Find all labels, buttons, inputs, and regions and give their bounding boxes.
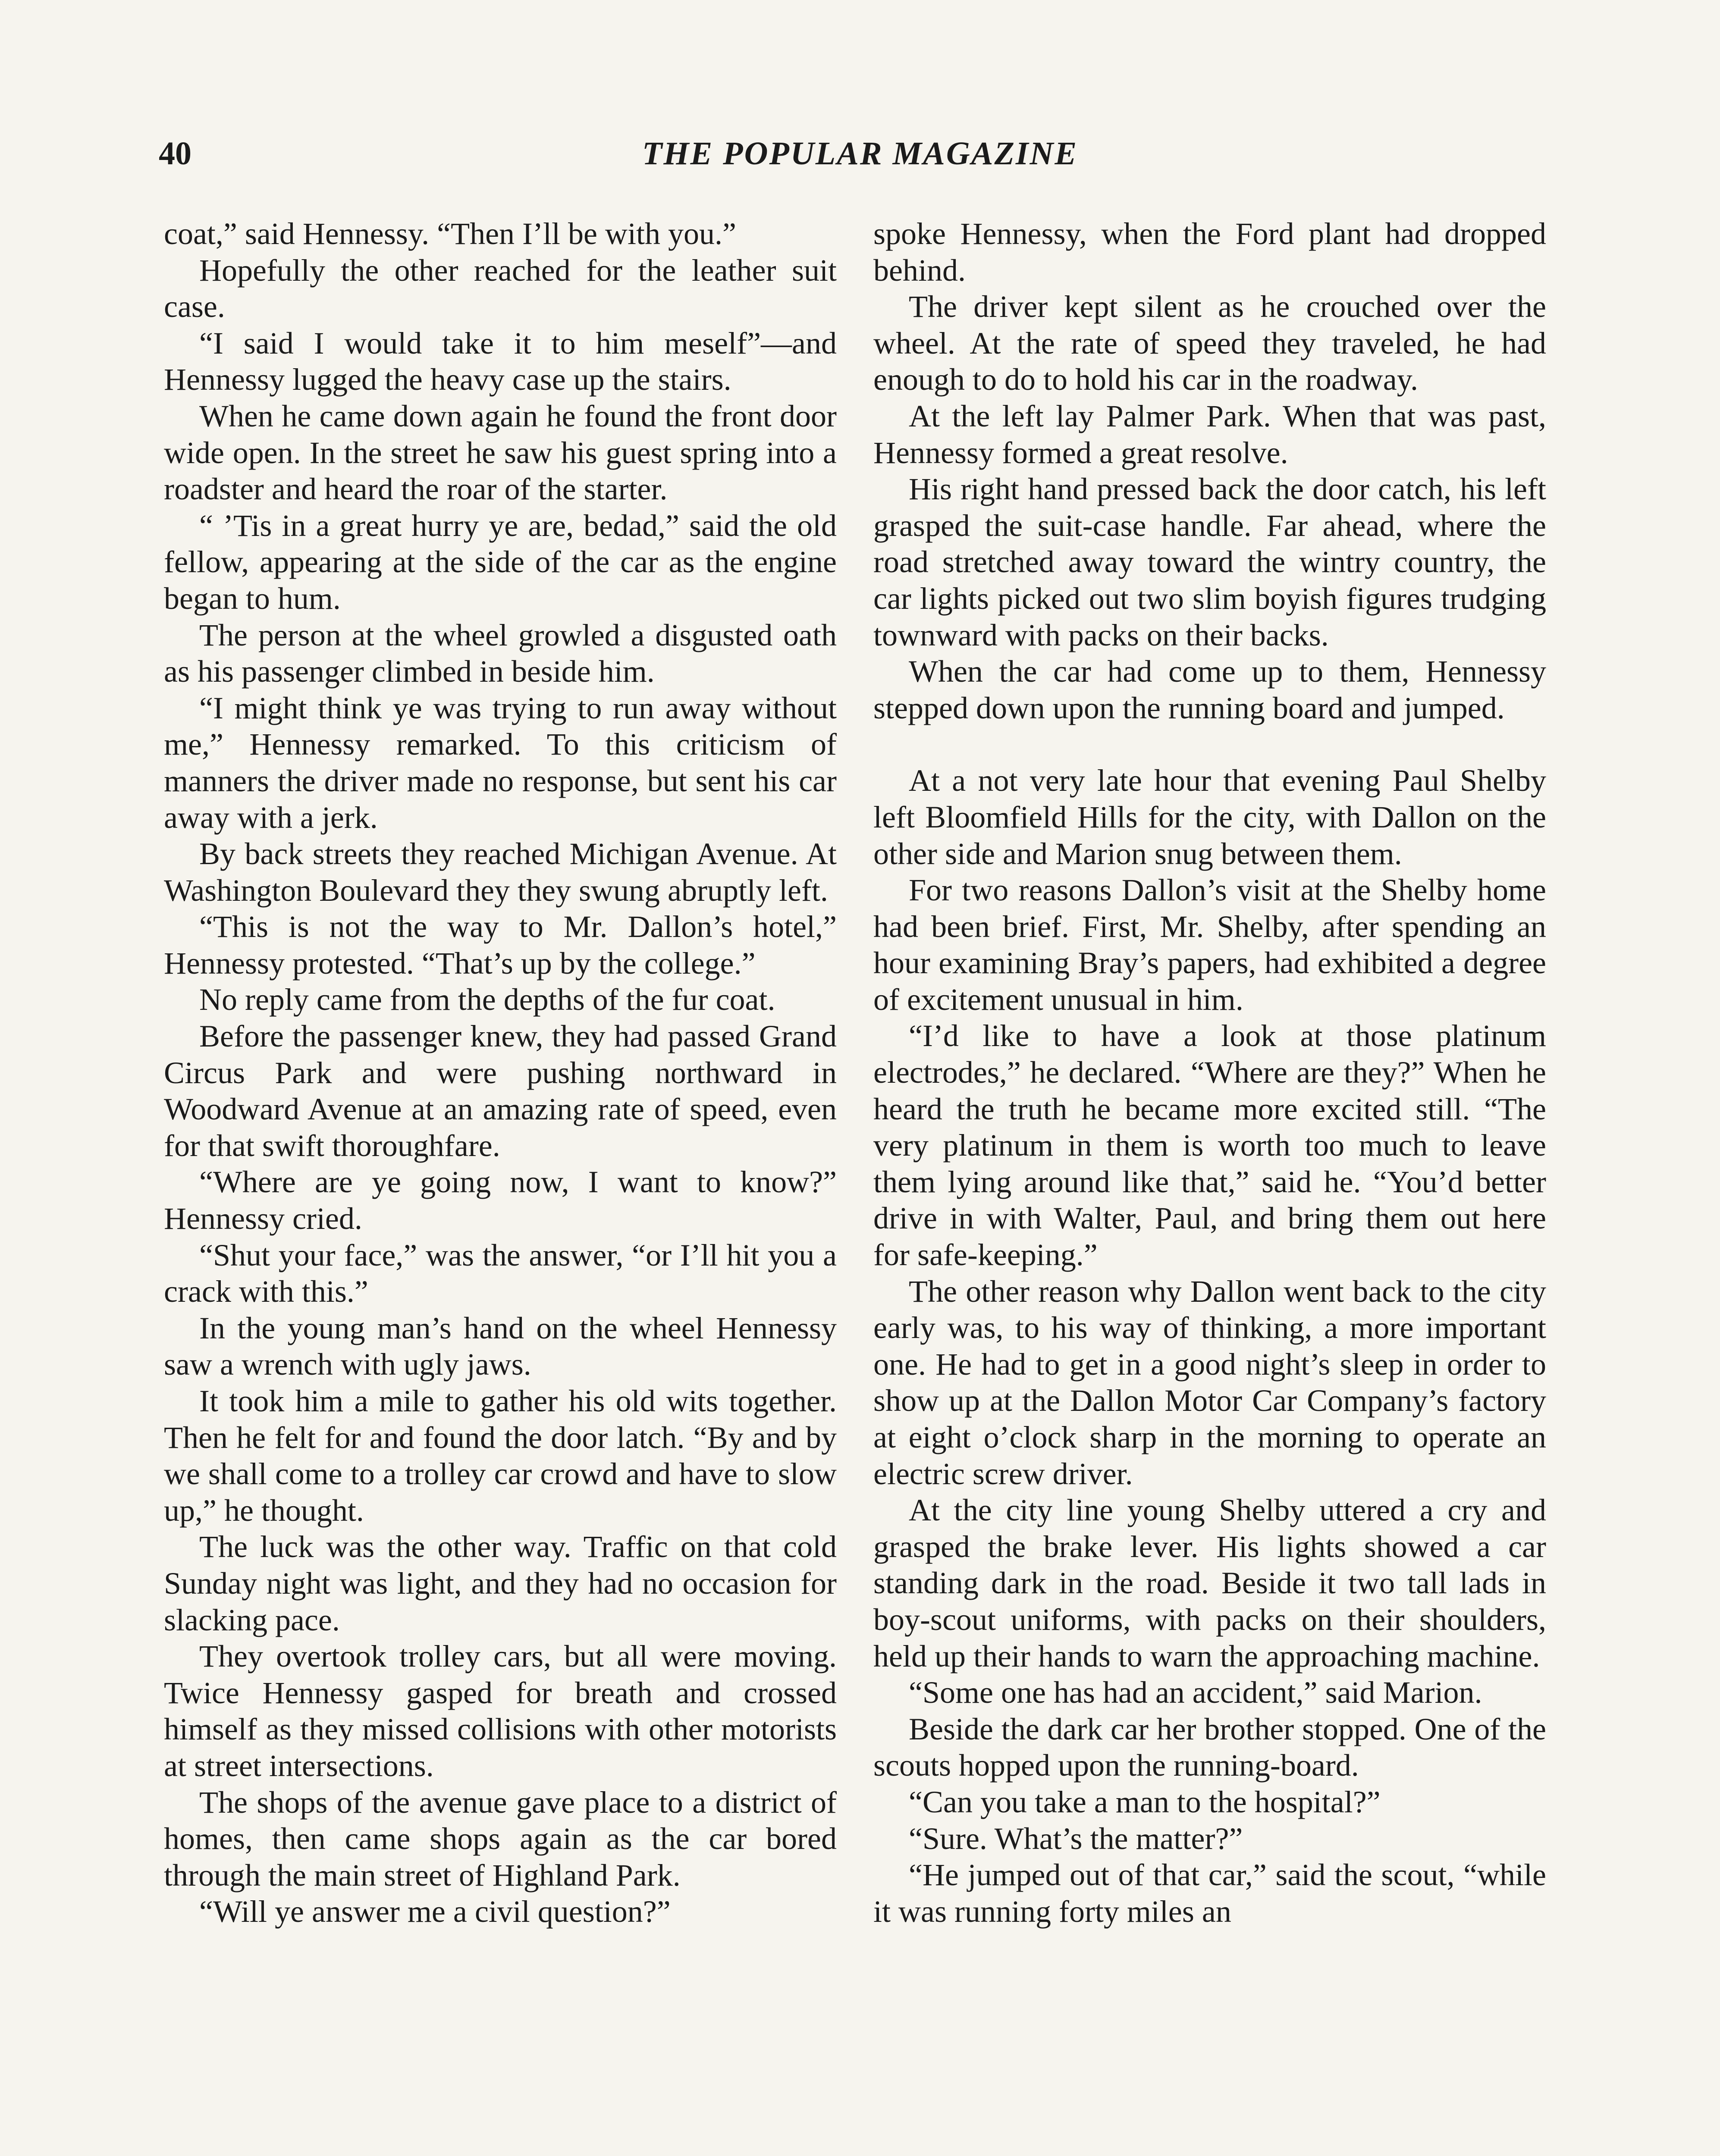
paragraph: “Can you take a man to the hospital?”: [909, 1784, 1381, 1819]
paragraph: “I’d like to have a look at those platinum electrodes,” he declared. “Where are they?” When he heard the truth he became more excited still. “The very platinum in them is worth too much to leave them lying around like that,” said he. “You’d better drive in with Walter, Paul, and bring them out here for safe-keeping.”: [873, 1018, 1546, 1272]
paragraph: Hopefully the other reached for the leather suit case.: [164, 253, 837, 324]
paragraph: “ ’Tis in a great hurry ye are, bedad,” said the old fellow, appearing at the side of the car as the engine began to hum.: [164, 508, 837, 616]
paragraph: The other reason why Dallon went back to the city early was, to his way of thinking, a more important one. He had to get in a good night’s sleep in order to show up at the Dallon Motor Car Company’s factory at eight o’clock sharp in the morning to operate an electric screw driver.: [873, 1274, 1546, 1491]
paragraph: Before the passenger knew, they had passed Grand Circus Park and were pushing northward in Woodward Avenue at an amazing rate of speed, even for that swift thoroughfare.: [164, 1019, 837, 1163]
paragraph: It took him a mile to gather his old wits together. Then he felt for and found the door latch. “By and by we shall come to a trolley car crowd and have to slow up,” he thought.: [164, 1384, 837, 1528]
paragraph: “Will ye answer me a civil question?”: [199, 1894, 671, 1929]
paragraph: “Some one has had an accident,” said Marion.: [909, 1675, 1482, 1710]
paragraph: Beside the dark car her brother stopped. One of the scouts hopped upon the running-board.: [873, 1711, 1546, 1783]
paragraph: His right hand pressed back the door catch, his left grasped the suit-case handle. Far ahead, where the road stretched away toward the wintry country, the car lights picked out two slim boyish figures trudging townward with packs on their backs.: [873, 472, 1546, 652]
paragraph: By back streets they reached Michigan Avenue. At Washington Boulevard they they swung abruptly left.: [164, 837, 837, 908]
paragraph: For two reasons Dallon’s visit at the Shelby home had been brief. First, Mr. Shelby, after spending an hour examining Bray’s papers, had exhibited a degree of excitement unusual in him.: [873, 873, 1546, 1017]
paragraph: At the city line young Shelby uttered a cry and grasped the brake lever. His lights showed a car standing dark in the road. Beside it two tall lads in boy-scout uniforms, with packs on their shoulders, held up their hands to warn the approaching machine.: [873, 1493, 1546, 1673]
paragraph: The driver kept silent as he crouched over the wheel. At the rate of speed they traveled, he had enough to do to hold his car in the roadway.: [873, 289, 1546, 397]
paragraph: “Sure. What’s the matter?”: [909, 1821, 1243, 1856]
paragraph: When he came down again he found the front door wide open. In the street he saw his guest spring into a roadster and heard the roar of the starter.: [164, 398, 837, 507]
paragraph: “This is not the way to Mr. Dallon’s hotel,” Hennessy protested. “That’s up by the college.”: [164, 909, 837, 981]
paragraph: “Where are ye going now, I want to know?” Hennessy cried.: [164, 1165, 837, 1236]
paragraph: At the left lay Palmer Park. When that was past, Hennessy formed a great resolve.: [873, 398, 1546, 470]
section-break: [873, 726, 1546, 762]
paragraph: “He jumped out of that car,” said the scout, “while it was running forty miles an: [873, 1858, 1546, 1929]
paragraph: “I said I would take it to him meself”—and Hennessy lugged the heavy case up the stairs.: [164, 326, 837, 397]
paragraph: spoke Hennessy, when the Ford plant had dropped behind.: [873, 216, 1546, 288]
paragraph: The shops of the avenue gave place to a district of homes, then came shops again as the car bored through the main street of Highland Park.: [164, 1785, 837, 1893]
paragraph: They overtook trolley cars, but all were moving. Twice Hennessy gasped for breath and crossed himself as they missed collisions with other motorists at street intersections.: [164, 1639, 837, 1783]
paragraph: In the young man’s hand on the wheel Hennessy saw a wrench with ugly jaws.: [164, 1310, 837, 1382]
paragraph: The person at the wheel growled a disgusted oath as his passenger climbed in beside him.: [164, 617, 837, 689]
paragraph: “I might think ye was trying to run away without me,” Hennessy remarked. To this criticism of manners the driver made no response, but sent his car away with a jerk.: [164, 690, 837, 835]
paragraph: coat,” said Hennessy. “Then I’ll be with you.”: [164, 216, 736, 251]
running-head: THE POPULAR MAGAZINE: [642, 135, 1078, 172]
right-column: [873, 216, 1546, 1930]
paragraph: “Shut your face,” was the answer, “or I’ll hit you a crack with this.”: [164, 1238, 837, 1309]
paragraph: The luck was the other way. Traffic on that cold Sunday night was light, and they had no occasion for slacking pace.: [164, 1529, 837, 1637]
paragraph: When the car had come up to them, Hennessy stepped down upon the running board and jumped.: [873, 654, 1546, 725]
left-column: [164, 216, 837, 1930]
paragraph: At a not very late hour that evening Paul Shelby left Bloomfield Hills for the city, with Dallon on the other side and Marion snug between them.: [873, 763, 1546, 871]
paragraph: No reply came from the depths of the fur coat.: [199, 982, 775, 1017]
page-number: 40: [159, 135, 191, 172]
